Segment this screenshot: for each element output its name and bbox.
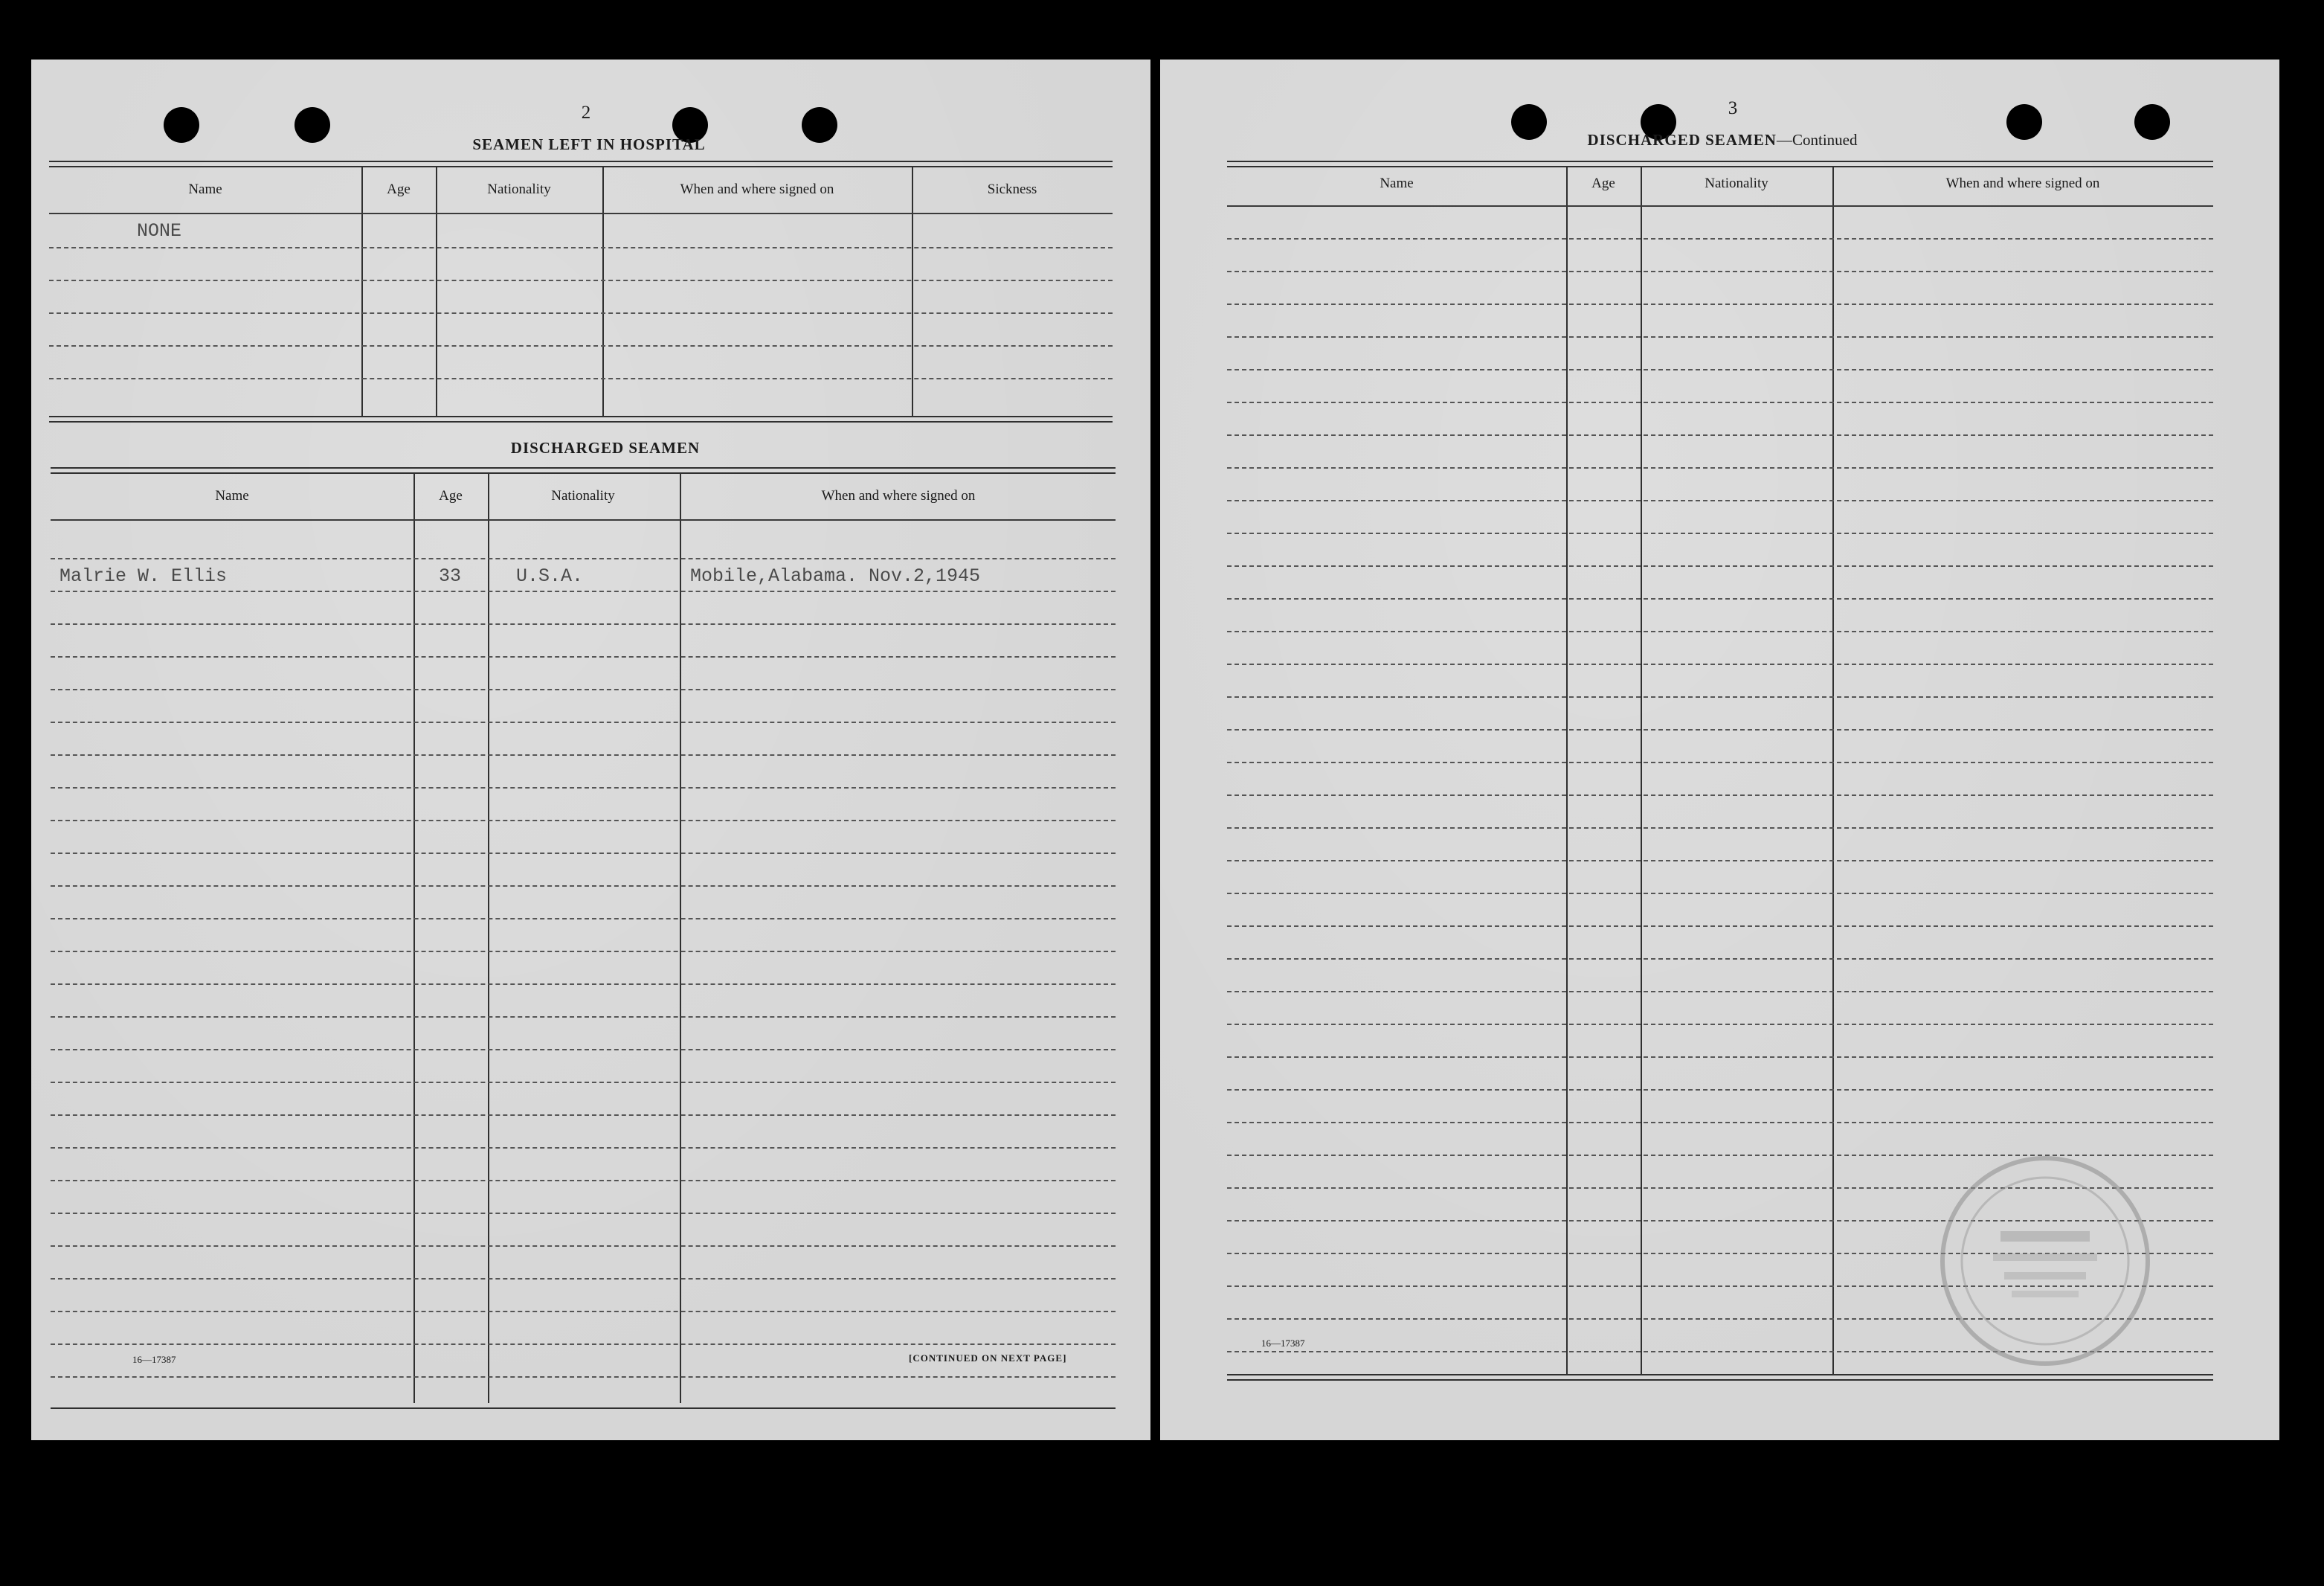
hospital-entry-name: NONE <box>137 220 182 242</box>
col-head-name: Name <box>188 182 222 197</box>
col-head-signed-on: When and where signed on <box>1945 176 2100 191</box>
discharged-table <box>51 467 1116 1409</box>
col-head-name: Name <box>215 488 249 504</box>
punch-hole <box>802 107 837 143</box>
col-head-sickness: Sickness <box>987 182 1037 197</box>
punch-hole <box>2006 104 2042 140</box>
page-number: 2 <box>581 103 591 123</box>
hospital-section-title: SEAMEN LEFT IN HOSPITAL <box>472 135 706 153</box>
col-head-nationality: Nationality <box>551 488 615 504</box>
hospital-table <box>49 161 1113 423</box>
col-head-signed-on: When and where signed on <box>680 182 834 197</box>
title-main: DISCHARGED SEAMEN <box>1587 131 1777 149</box>
col-head-name: Name <box>1380 176 1414 191</box>
col-head-age: Age <box>439 488 463 504</box>
title-suffix: —Continued <box>1776 131 1858 149</box>
discharged-entry-signed-on: Mobile,Alabama. Nov.2,1945 <box>690 565 981 587</box>
page-number: 3 <box>1728 98 1738 118</box>
punch-hole <box>1511 104 1547 140</box>
left-page <box>31 60 1150 1440</box>
col-head-nationality: Nationality <box>487 182 551 197</box>
form-code: 16—17387 <box>132 1354 176 1365</box>
discharged-entry-age: 33 <box>439 565 462 587</box>
punch-hole <box>294 107 330 143</box>
punch-hole <box>164 107 199 143</box>
discharged-entry-name: Malrie W. Ellis <box>59 565 228 587</box>
discharged-entry-nationality: U.S.A. <box>516 565 584 587</box>
official-stamp <box>1934 1149 2157 1372</box>
col-head-signed-on: When and where signed on <box>821 488 976 504</box>
col-head-nationality: Nationality <box>1705 176 1768 191</box>
discharged-section-title: DISCHARGED SEAMEN <box>510 439 701 457</box>
punch-hole <box>2134 104 2170 140</box>
form-code: 16—17387 <box>1261 1338 1305 1349</box>
discharged-continued-title <box>1588 131 1858 150</box>
col-head-age: Age <box>387 182 411 197</box>
continued-note: [CONTINUED ON NEXT PAGE] <box>909 1352 1067 1364</box>
col-head-age: Age <box>1591 176 1615 191</box>
